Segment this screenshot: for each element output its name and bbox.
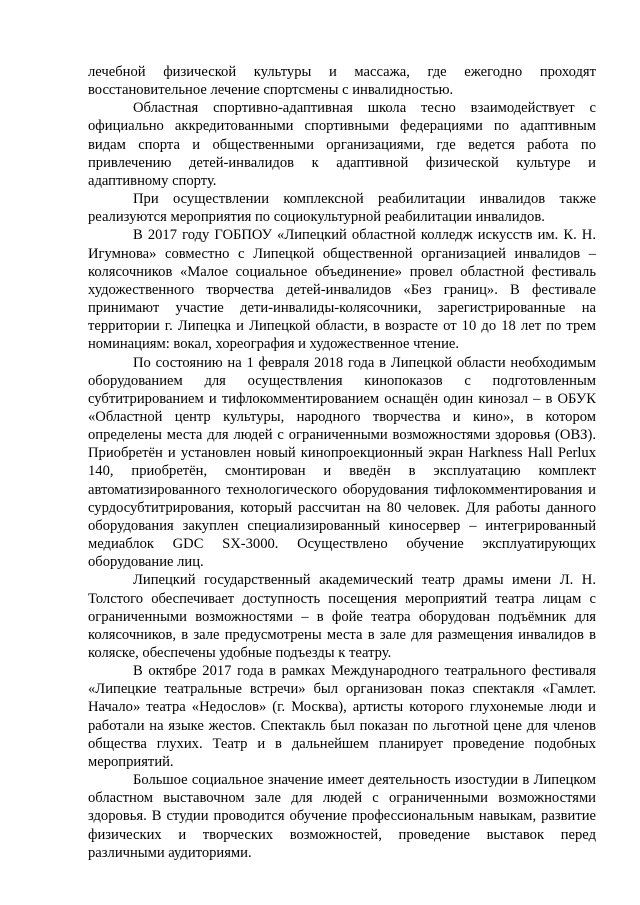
paragraph-sociocultural-rehabilitation: При осуществлении комплексной реабилитации инвалидов также реализуются мероприятия по социокультурной реабилитации инвалидов.	[88, 191, 596, 226]
paragraph-drama-theatre: Липецкий государственный академический театр драмы имени Л. Н. Толстого обеспечивает доступность посещения мероприятий театра лицам с ограниченными возможностями – в фойе театра оборудован подъёмник для колясочников, в зале предусмотрены места в зале для размещения инвалидов в коляске, обеспечены удобные подъезды к театру.	[88, 572, 596, 661]
paragraph-continued: лечебной физической культуры и массажа, где ежегодно проходят восстановительное лечение спортсмены с инвалидностью.	[88, 64, 596, 99]
paragraph-cinema-accessibility: По состоянию на 1 февраля 2018 года в Липецкой области необходимым оборудованием для осуществления кинопоказов с подготовленным субтитрированием и тифлокомментированием оснащён один кинозал – в ОБУК «Областной центр культуры, народного творчества и кино», в котором определены места для людей с ограниченными возможностями здоровья (ОВЗ). Приобретён и установлен новый кинопроекционный экран Harkness Hall Perlux 140, приобретён, смонтирован и введён в эксплуатацию комплект автоматизированного технологического оборудования тифлокомментирования и сурдосубтитрирования, который рассчитан на 80 человек. Для работы данного оборудования закуплен специализированный киносервер – интегрированный медиаблок GDC SX-3000. Осуществлено обучение эксплуатирующих оборудование лиц.	[88, 354, 596, 571]
paragraph-theatre-festival: В октябре 2017 года в рамках Международного театрального фестиваля «Липецкие театральные встречи» был организован показ спектакля «Гамлет. Начало» театра «Недослов» (г. Москва), артисты которого глухонемые люди и работали на языке жестов. Спектакль был показан по льготной цене для членов общества глухих. Театр и в дальнейшем планирует проведение подобных мероприятий.	[88, 663, 596, 770]
paragraph-festival-without-borders: В 2017 году ГОБПОУ «Липецкий областной колледж искусств им. К. Н. Игумнова» совместно с Липецкой общественной организацией инвалидов – колясочников «Малое социальное объединение» провел областной фестиваль художественного творчества детей-инвалидов «Без границ». В фестивале принимают участие дети-инвалиды-колясочники, зарегистрированные на территории г. Липецка и Липецкой области, в возрасте от 10 до 18 лет по трем номинациям: вокал, хореография и художественное чтение.	[88, 227, 596, 353]
paragraph-sports-school: Областная спортивно-адаптивная школа тесно взаимодействует с официально аккредитованными спортивными федерациями по адаптивным видам спорта и общественными организациями, где ведется работа по привлечению детей-инвалидов к адаптивной физической культуре и адаптивному спорту.	[88, 100, 596, 189]
document-text-body	[88, 63, 596, 862]
paragraph-art-studio: Большое социальное значение имеет деятельность изостудии в Липецком областном выставочном зале для людей с ограниченными возможностями здоровья. В студии проводится обучение профессиональным навыкам, развитие физических и творческих возможностей, проведение выставок перед различными аудиториями.	[88, 772, 596, 861]
